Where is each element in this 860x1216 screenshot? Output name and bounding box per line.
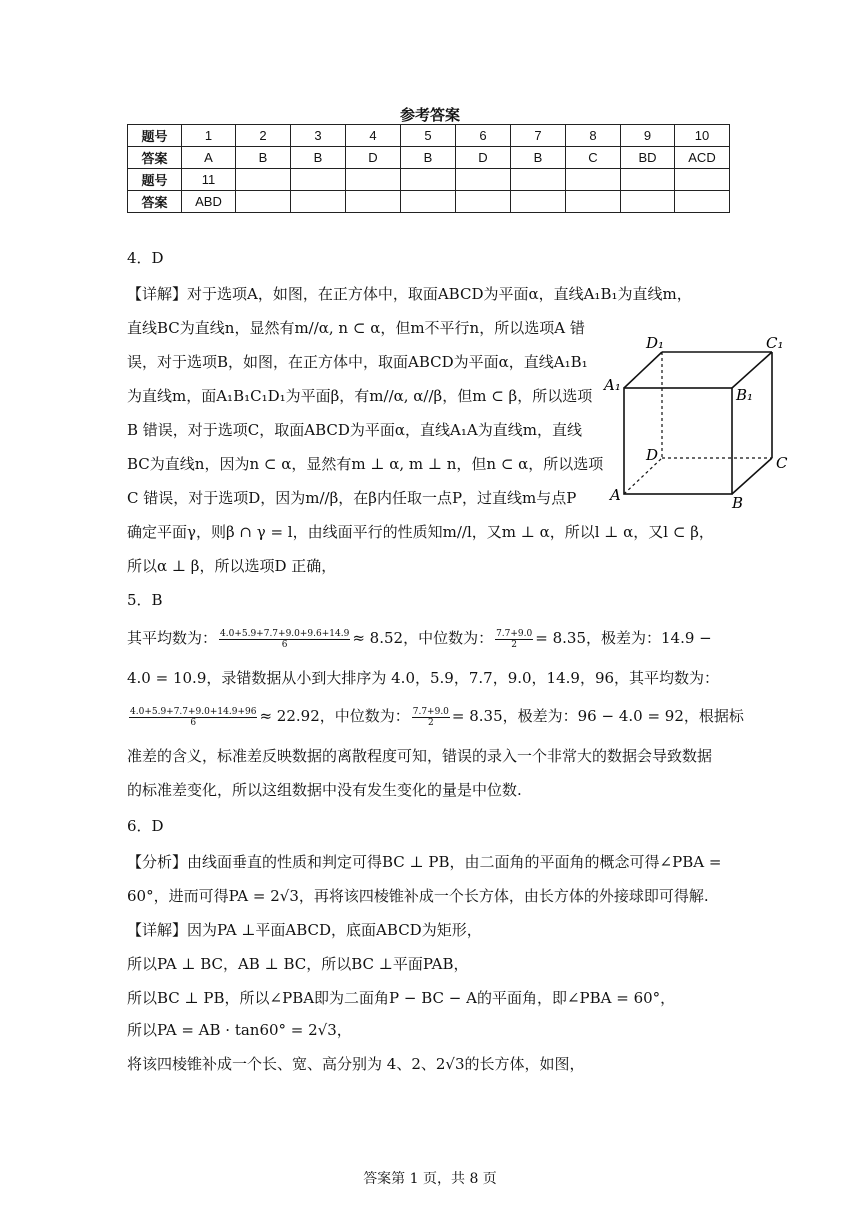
cube-label-b: B [732, 494, 744, 512]
row-header: 题号 [128, 125, 182, 147]
row-header: 答案 [128, 147, 182, 169]
q5-line [127, 628, 712, 650]
q4-line: 为直线m，面A₁B₁C₁D₁为平面β，有m//α, α//β，但m ⊂ β，所以选项 [127, 387, 593, 405]
table-cell [456, 169, 511, 191]
table-cell: D [346, 147, 401, 169]
table-cell [236, 169, 291, 191]
cube-label-c1: C₁ [766, 334, 784, 352]
table-cell: 1 [182, 125, 236, 147]
table-cell: B [291, 147, 346, 169]
q4-line: B 错误，对于选项C，取面ABCD为平面α，直线A₁A为直线m，直线 [127, 421, 582, 439]
table-cell: B [401, 147, 456, 169]
table-row [128, 169, 730, 191]
fraction [412, 707, 450, 728]
table-cell: 10 [675, 125, 730, 147]
cube-label-d1: D₁ [646, 334, 665, 352]
table-row [128, 125, 730, 147]
q5-line: 准差的含义，标准差反映数据的离散程度可知，错误的录入一个非常大的数据会导致数据 [127, 747, 713, 765]
q5-text: = 8.35，极差为：14.9 − [535, 629, 712, 647]
q5-line [127, 706, 744, 728]
table-cell: D [456, 147, 511, 169]
cube-label-b1: B₁ [736, 386, 754, 404]
q6-line: 60°，进而可得PA = 2√3，再将该四棱锥补成一个长方体，由长方体的外接球即可得解. [127, 887, 709, 905]
table-cell: 9 [621, 125, 675, 147]
table-cell: 3 [291, 125, 346, 147]
table-cell [621, 169, 675, 191]
fraction-denominator: 2 [427, 717, 434, 728]
table-cell [236, 191, 291, 213]
q5-text: ≈ 8.52，中位数为： [352, 629, 494, 647]
cube-label-c: C [776, 454, 788, 472]
q6-line: 所以BC ⊥ PB，所以∠PBA即为二面角P − BC − A的平面角，即∠PBA = 60°， [127, 989, 676, 1007]
q4-line: 所以α ⊥ β，所以选项D 正确， [127, 557, 337, 575]
table-cell: 11 [182, 169, 236, 191]
table-cell: A [182, 147, 236, 169]
answer-table [127, 124, 730, 213]
cube-front-face [624, 388, 732, 494]
table-cell [346, 169, 401, 191]
row-header: 答案 [128, 191, 182, 213]
table-cell [566, 191, 621, 213]
q5-text: ≈ 22.92，中位数为： [259, 707, 410, 725]
q4-line: 直线BC为直线n，显然有m//α, n ⊂ α，但m不平行n，所以选项A 错 [127, 319, 585, 337]
q6-line: 所以PA = AB · tan60° = 2√3， [127, 1021, 352, 1039]
fraction-numerator: 7.7+9.0 [412, 706, 449, 717]
table-cell: B [511, 147, 566, 169]
page-footer: 答案第 1 页，共 8 页 [363, 1171, 497, 1187]
table-cell: 5 [401, 125, 456, 147]
table-cell: 6 [456, 125, 511, 147]
table-cell [291, 169, 346, 191]
cube-label-a1: A₁ [604, 376, 621, 394]
table-cell [675, 191, 730, 213]
cube-label-d: D [646, 446, 659, 464]
table-cell [456, 191, 511, 213]
cube-edge [732, 458, 772, 494]
table-cell: ABD [182, 191, 236, 213]
fraction [129, 707, 257, 728]
table-cell [401, 169, 456, 191]
fraction-numerator: 4.0+5.9+7.7+9.0+9.6+14.9 [220, 628, 350, 639]
q5-heading: 5．B [127, 591, 163, 609]
q4-line: 误，对于选项B，如图，在正方体中，取面ABCD为平面α，直线A₁B₁ [127, 353, 588, 371]
fraction-denominator: 6 [281, 639, 288, 650]
q6-line: 将该四棱锥补成一个长、宽、高分别为 4、2、2√3的长方体，如图， [127, 1055, 585, 1073]
page-title: 参考答案 [399, 106, 460, 124]
table-cell [675, 169, 730, 191]
fraction [219, 629, 350, 650]
cube-label-a: A [610, 486, 621, 504]
fraction-numerator: 4.0+5.9+7.7+9.0+14.9+96 [130, 706, 257, 717]
q4-heading: 4．D [127, 249, 164, 267]
table-cell: 8 [566, 125, 621, 147]
table-cell: 2 [236, 125, 291, 147]
table-cell: B [236, 147, 291, 169]
q6-line: 【详解】因为PA ⊥平面ABCD，底面ABCD为矩形， [127, 921, 482, 939]
cube-edge [624, 352, 662, 388]
fraction [495, 629, 533, 650]
cube-diagram [600, 328, 800, 518]
q4-line: C 错误，对于选项D，因为m//β，在β内任取一点P，过直线m与点P [127, 489, 577, 507]
q6-line: 所以PA ⊥ BC，AB ⊥ BC，所以BC ⊥平面PAB， [127, 955, 469, 973]
table-cell [621, 191, 675, 213]
table-cell: ACD [675, 147, 730, 169]
fraction-numerator: 7.7+9.0 [496, 628, 533, 639]
table-cell [566, 169, 621, 191]
table-cell [511, 169, 566, 191]
table-cell [291, 191, 346, 213]
table-cell: 7 [511, 125, 566, 147]
q4-line: BC为直线n，因为n ⊂ α，显然有m ⊥ α, m ⊥ n，但n ⊂ α，所以选项 [127, 455, 604, 473]
fraction-denominator: 2 [511, 639, 518, 650]
q5-line: 的标准差变化，所以这组数据中没有发生变化的量是中位数. [127, 781, 522, 799]
q4-line: 确定平面γ，则β ∩ γ = l，由线面平行的性质知m//l，又m ⊥ α，所以l ⊥ α，又l ⊂ β， [127, 523, 714, 541]
table-row [128, 147, 730, 169]
table-row [128, 191, 730, 213]
q6-heading: 6．D [127, 817, 164, 835]
q4-line: 【详解】对于选项A，如图，在正方体中，取面ABCD为平面α，直线A₁B₁为直线m， [127, 285, 692, 303]
fraction-denominator: 6 [190, 717, 197, 728]
q5-text: = 8.35，极差为：96 − 4.0 = 92，根据标 [451, 707, 744, 725]
row-header: 题号 [128, 169, 182, 191]
table-cell [401, 191, 456, 213]
q5-line: 4.0 = 10.9，录错数据从小到大排序为 4.0，5.9，7.7，9.0，14.9，96，其平均数为： [127, 669, 720, 687]
q6-line: 【分析】由线面垂直的性质和判定可得BC ⊥ PB，由二面角的平面角的概念可得∠PBA = [127, 853, 722, 871]
cube-edge [732, 352, 772, 388]
table-cell [511, 191, 566, 213]
q5-text: 其平均数为： [127, 629, 218, 647]
table-cell: C [566, 147, 621, 169]
table-cell: 4 [346, 125, 401, 147]
table-cell: BD [621, 147, 675, 169]
table-cell [346, 191, 401, 213]
